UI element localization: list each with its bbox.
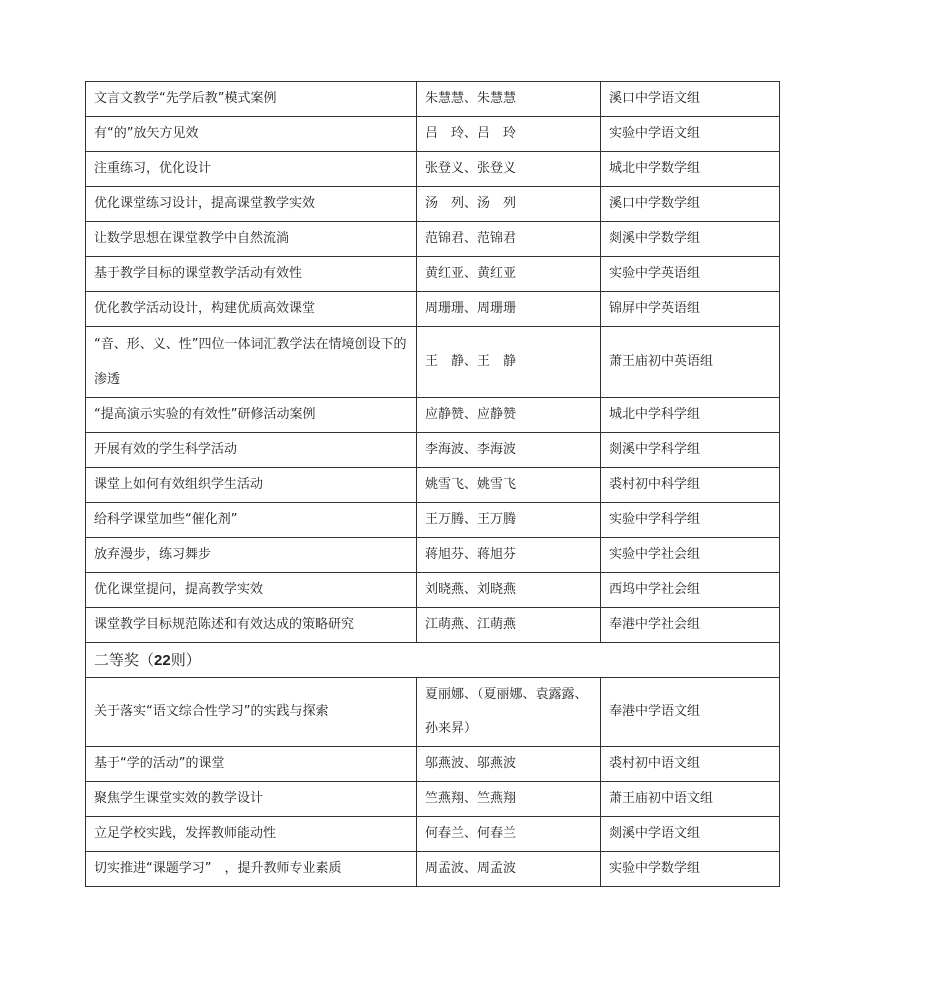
- table-row: [86, 573, 780, 608]
- section-suffix: 则）: [170, 650, 201, 669]
- table-row: [86, 152, 780, 187]
- section-heading: [86, 643, 780, 678]
- authors-cell: 竺燕翔、竺燕翔: [417, 782, 601, 817]
- unit-cell: 剡溪中学科学组: [601, 433, 780, 468]
- table-row: [86, 222, 780, 257]
- table-row: [86, 257, 780, 292]
- title-cell: 课堂上如何有效组织学生活动: [86, 468, 417, 503]
- title-cell: 课堂教学目标规范陈述和有效达成的策略研究: [86, 608, 417, 643]
- table-row: [86, 327, 780, 398]
- title-cell: 注重练习，优化设计: [86, 152, 417, 187]
- authors-cell: 江萌燕、江萌燕: [417, 608, 601, 643]
- section-count: 22: [154, 651, 171, 669]
- title-cell: 放弃漫步，练习舞步: [86, 538, 417, 573]
- table-row: [86, 782, 780, 817]
- authors-cell: 应静赞、应静赞: [417, 398, 601, 433]
- table-row: [86, 608, 780, 643]
- unit-cell: 裘村初中语文组: [601, 747, 780, 782]
- unit-cell: 剡溪中学数学组: [601, 222, 780, 257]
- title-cell: 优化教学活动设计，构建优质高效课堂: [86, 292, 417, 327]
- section-prefix: 二等奖（: [94, 650, 155, 669]
- unit-cell: 萧王庙初中语文组: [601, 782, 780, 817]
- table-row: [86, 398, 780, 433]
- title-cell: 切实推进“课题学习” ，提升教师专业素质: [86, 852, 417, 887]
- authors-cell: 张登义、张登义: [417, 152, 601, 187]
- table-row: [86, 503, 780, 538]
- title-cell: “提高演示实验的有效性”研修活动案例: [86, 398, 417, 433]
- authors-cell: 何春兰、何春兰: [417, 817, 601, 852]
- authors-cell: 王万腾、王万腾: [417, 503, 601, 538]
- authors-cell: 汤 列、汤 列: [417, 187, 601, 222]
- unit-cell: 剡溪中学语文组: [601, 817, 780, 852]
- unit-cell: 实验中学社会组: [601, 538, 780, 573]
- title-cell: 基于教学目标的课堂教学活动有效性: [86, 257, 417, 292]
- unit-cell: 实验中学科学组: [601, 503, 780, 538]
- title-cell: 给科学课堂加些“催化剂”: [86, 503, 417, 538]
- table-row: [86, 117, 780, 152]
- table-row: [86, 433, 780, 468]
- unit-cell: 奉港中学语文组: [601, 678, 780, 747]
- table-row: [86, 852, 780, 887]
- unit-cell: 实验中学语文组: [601, 117, 780, 152]
- unit-cell: 城北中学科学组: [601, 398, 780, 433]
- table-row: [86, 817, 780, 852]
- table-row: [86, 82, 780, 117]
- authors-cell: 夏丽娜、（夏丽娜、袁露露、孙来昇）: [417, 678, 601, 747]
- unit-cell: 实验中学英语组: [601, 257, 780, 292]
- title-cell: 聚焦学生课堂实效的教学设计: [86, 782, 417, 817]
- title-cell: 基于“学的活动”的课堂: [86, 747, 417, 782]
- title-cell: 开展有效的学生科学活动: [86, 433, 417, 468]
- title-cell: 文言文教学“先学后教”模式案例: [86, 82, 417, 117]
- authors-cell: 邬燕波、邬燕波: [417, 747, 601, 782]
- title-cell: 有“的”放矢方见效: [86, 117, 417, 152]
- authors-cell: 姚雪飞、姚雪飞: [417, 468, 601, 503]
- authors-cell: 周珊珊、周珊珊: [417, 292, 601, 327]
- unit-cell: 锦屏中学英语组: [601, 292, 780, 327]
- authors-cell: 范锦君、范锦君: [417, 222, 601, 257]
- unit-cell: 萧王庙初中英语组: [601, 327, 780, 398]
- authors-cell: 王 静、王 静: [417, 327, 601, 398]
- section-heading-row: [86, 643, 780, 678]
- unit-cell: 城北中学数学组: [601, 152, 780, 187]
- table-row: [86, 747, 780, 782]
- authors-cell: 周孟波、周孟波: [417, 852, 601, 887]
- table-row: [86, 678, 780, 747]
- authors-cell: 刘晓燕、刘晓燕: [417, 573, 601, 608]
- authors-cell: 李海波、李海波: [417, 433, 601, 468]
- table-row: [86, 292, 780, 327]
- table-row: [86, 187, 780, 222]
- title-cell: 优化课堂练习设计，提高课堂教学实效: [86, 187, 417, 222]
- unit-cell: 裘村初中科学组: [601, 468, 780, 503]
- unit-cell: 西坞中学社会组: [601, 573, 780, 608]
- title-cell: 让数学思想在课堂教学中自然流淌: [86, 222, 417, 257]
- table-row: [86, 468, 780, 503]
- award-table: [85, 81, 780, 887]
- authors-cell: 黄红亚、黄红亚: [417, 257, 601, 292]
- title-cell: 关于落实“语文综合性学习”的实践与探索: [86, 678, 417, 747]
- authors-cell: 蒋旭芬、蒋旭芬: [417, 538, 601, 573]
- authors-cell: 吕 玲、吕 玲: [417, 117, 601, 152]
- unit-cell: 实验中学数学组: [601, 852, 780, 887]
- title-cell: 优化课堂提问，提高教学实效: [86, 573, 417, 608]
- title-cell: 立足学校实践，发挥教师能动性: [86, 817, 417, 852]
- title-cell: “音、形、义、性”四位一体词汇教学法在情境创设下的渗透: [86, 327, 417, 398]
- table-row: [86, 538, 780, 573]
- authors-cell: 朱慧慧、朱慧慧: [417, 82, 601, 117]
- unit-cell: 溪口中学语文组: [601, 82, 780, 117]
- unit-cell: 溪口中学数学组: [601, 187, 780, 222]
- unit-cell: 奉港中学社会组: [601, 608, 780, 643]
